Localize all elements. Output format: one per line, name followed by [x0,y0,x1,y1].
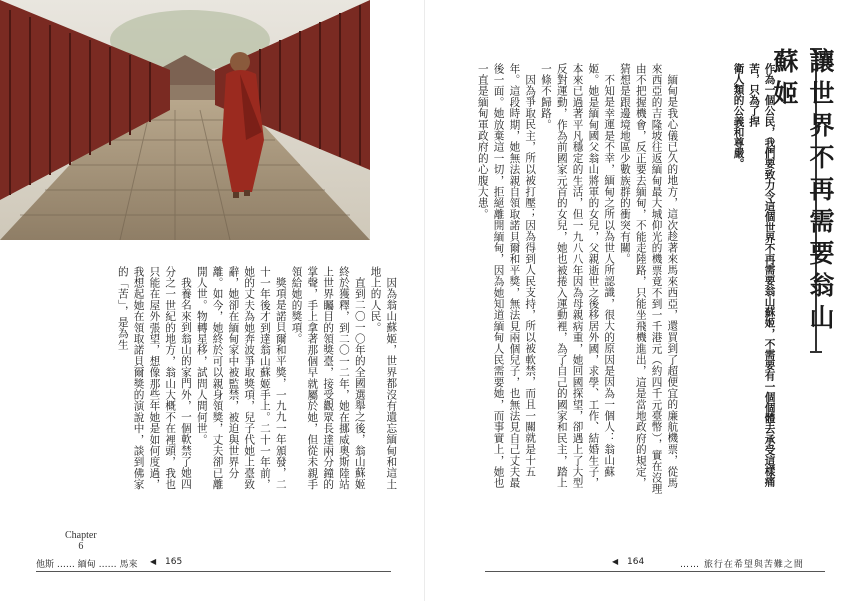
left-page-body [114,266,398,498]
title-rule-cap-bottom [810,351,822,353]
left-arrow-icon: ◀ [150,557,157,566]
right-page-number: 164 [627,557,645,567]
footer-right-text: 馬來 [119,560,138,570]
left-footer-rule [36,571,391,572]
right-arrow-icon: ◀ [612,557,619,566]
footer-left-text: 他斯 [36,560,55,570]
subtitle-line-2: 衛人類的公義和尊嚴。 [732,63,745,169]
chapter-marker [65,530,97,552]
subtitle-line-1: 作為一個公民，我們要致力令這個世界不再需要翁山蘇姬，不需要有一個個體去承受這樣痛苦，只為了捍 [748,63,776,487]
left-paragraph-2: 直到二〇一〇年的全國選舉之後，翁山蘇姬終於獲釋，到二〇一二年，她在挪威奧斯陸站上世界矚目的領獎臺，接受觀眾長達兩分鐘的掌聲，手上拿著那個早就屬於她，但從未親手領給她的獎項。 [290,266,366,490]
left-page-number: 165 [165,557,183,567]
footer-label-right: 旅行在希望與苦難之間 [703,560,804,570]
chapter-title: 讓世界不再需要翁山蘇姬 [770,48,835,336]
right-footer: …… 旅行在希望與苦難之間 [680,560,804,570]
chapter-subtitle [730,63,777,498]
chapter-label: Chapter [65,530,97,541]
right-paragraph-2: 不知是幸運是不幸，緬甸之所以為世人所認識，很大的原因是因為一個人：翁山蘇姬。她是緬甸國父翁山將軍的女兒，父親逝世之後移居外國，求學、工作、結婚生子，本來已過著平凡穩定的生活，但一九八八年因為母親病重，她回國探望，卻遇上了大型反對運動，作為前國家元首的女兒，她也被捲入運動裡，為了自己的國家和民主，踏上一條不歸路。 [539,63,616,489]
left-footer: 他斯 …… 緬甸 …… 馬來 [36,560,138,570]
right-footer-rule [485,571,825,572]
footer-label-left: 緬甸 [77,560,96,570]
right-paragraph-3: 因為爭取民主，所以被打壓；因為得到人民支持，所以被軟禁，而且一關就是十五年。這段時期，她無法親自領取諾貝爾和平獎，無法見兩個兒子，也無法見自己丈夫最後一面。她放棄這一切，拒絕離開緬甸，因為她知道緬甸人民需要她，而事實上，她也一直是緬甸軍政府的心腹大患。 [476,63,537,489]
right-page-body [474,63,679,498]
right-page-number-wrap [612,557,644,567]
monk-bridge-photo [0,0,370,240]
left-paragraph-4: 我養名來到翁山的家門外，一個軟禁了她四分之一世紀的地方，翁山大概不在裡頭，我也只能在屋外張望，想像那些年她是如何度過，我想起她在領取諾貝爾獎的演說中，談到佛家的「苦」，是為生 [116,266,192,490]
left-page-number-wrap [150,557,182,567]
monk-walking-photo-icon [0,0,370,240]
left-paragraph-3: 獎項是諾貝爾和平獎，一九九一年頒發，二十一年後才到達翁山蘇姬手上。二十一年前，她的丈夫為她奔波爭取獎項，兒子代她上臺致辭，她卻在緬甸家中被監禁，被迫與世界分離。如今，她終於可以親身領獎，丈夫卻已離開人世。物轉星移，試問人間何世。 [195,266,287,490]
left-paragraph-1: 因為翁山蘇姬，世界都沒有遺忘緬甸和這土地上的人民。 [369,266,398,490]
right-paragraph-1: 緬甸是我心儀已久的地方，這次趁著來馬來西亞，還買到了超便宜的廉航機票，從馬來西亞的吉隆坡往返緬甸最大城仰光的機票竟不到一千港元（約四千元臺幣），實在沒理由不把握機會，反正要去緬甸，不能走陸路，只能坐飛機進出，這是當地政府的規定，猜想是跟邊境地區少數族群的衝突有關。 [618,63,679,495]
chapter-number: 6 [78,541,84,552]
